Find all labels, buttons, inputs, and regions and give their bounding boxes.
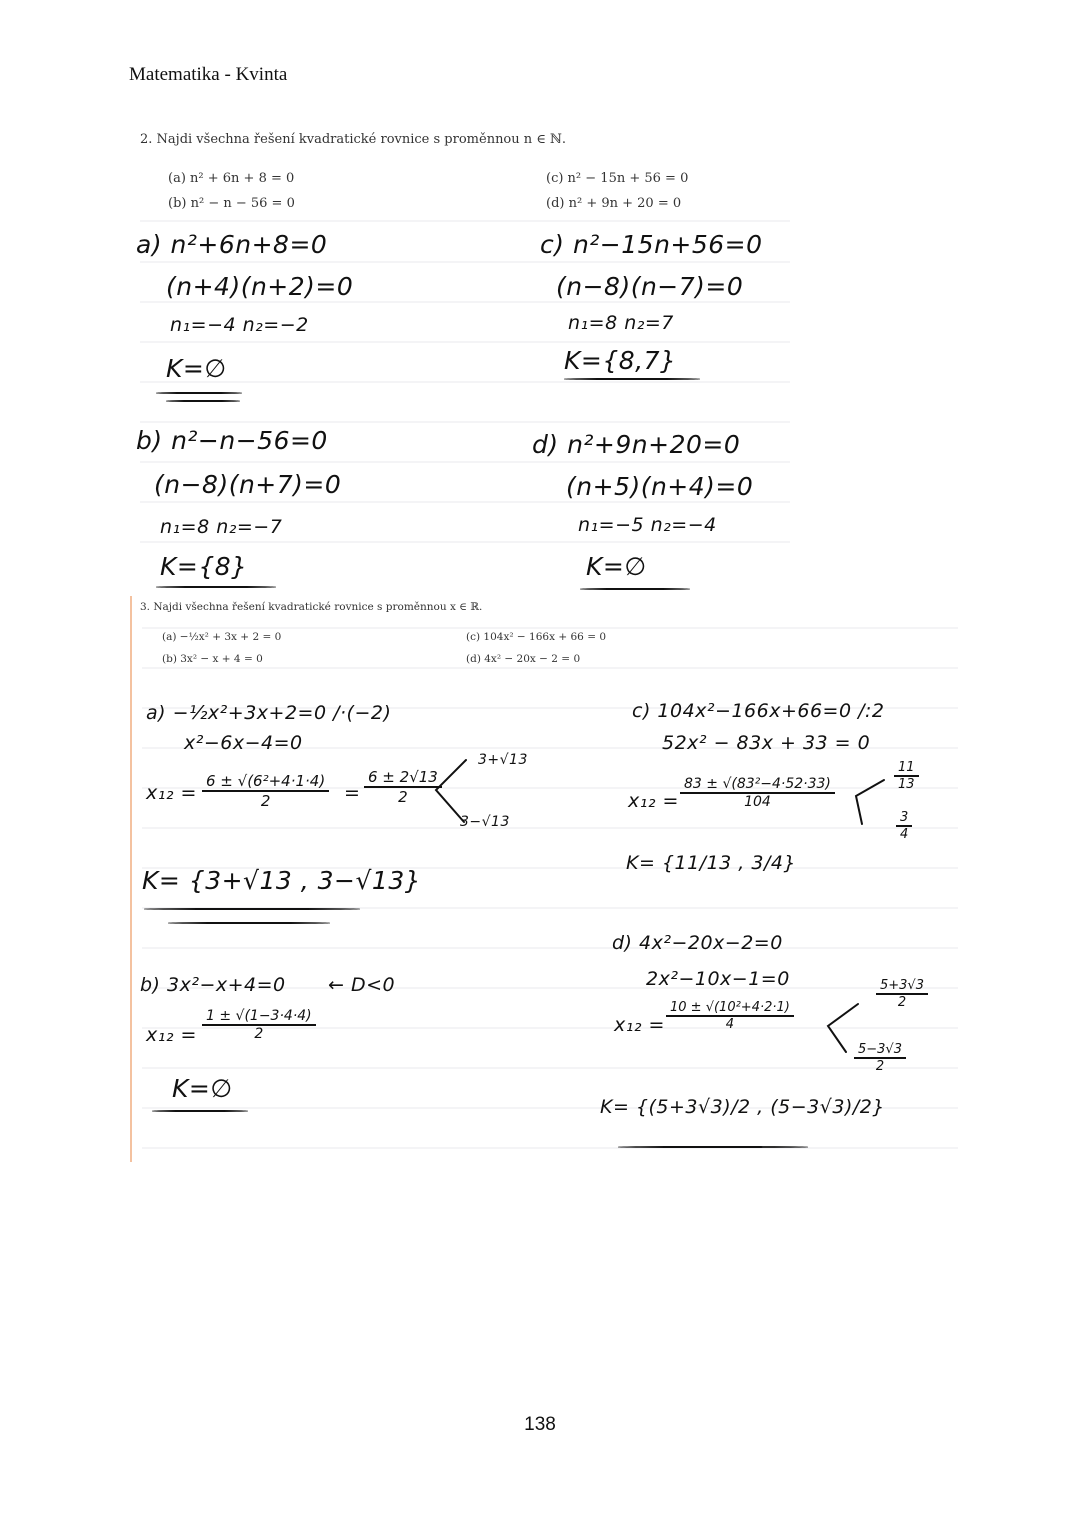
hw-2c-line2: (n−8)(n−7)=0: [556, 272, 744, 301]
hw-3a-equals: =: [344, 782, 361, 804]
hw-2c-line1: c) n²−15n+56=0: [540, 230, 763, 259]
hw-3a-simplified-denominator: 2: [398, 788, 408, 806]
hw-3c-solution-set: K= {11/13 , 3/4}: [626, 852, 797, 874]
hw-3a-formula-denominator: 2: [260, 792, 271, 810]
hw-3a-formula-numerator: 6 ± √(6²+4·1·4): [202, 772, 329, 792]
hw-3d-line2: 2x²−10x−1=0: [646, 968, 790, 990]
hw-3d-solution-set: K= {(5+3√3)/2 , (5−3√3)/2}: [600, 1096, 885, 1118]
task-3d-equation: (d) 4x² − 20x − 2 = 0: [466, 653, 581, 665]
hw-2d-underline: [580, 588, 690, 590]
hw-2c-solution-set: K={8,7}: [564, 346, 677, 375]
hw-3c-root2: [896, 810, 912, 842]
hw-3d-root1-denominator: 2: [897, 995, 907, 1010]
task-3b-equation: (b) 3x² − x + 4 = 0: [162, 653, 263, 665]
hw-3b-formula-denominator: 2: [254, 1026, 264, 1042]
hw-2c-roots: n₁=8 n₂=7: [568, 312, 674, 334]
hw-2a-solution-set: K=∅: [166, 354, 227, 383]
hw-2a-underline-2: [166, 400, 240, 402]
hw-3b-quadratic-formula: [202, 1008, 316, 1042]
hw-2d-line2: (n+5)(n+4)=0: [566, 472, 754, 501]
hw-3c-root1-denominator: 13: [898, 777, 915, 792]
hw-3d-line1: d) 4x²−20x−2=0: [612, 932, 783, 954]
hw-3b-formula-numerator: 1 ± √(1−3·4·4): [202, 1008, 316, 1026]
task-2a-equation: (a) n² + 6n + 8 = 0: [168, 171, 295, 186]
hw-3d-quadratic-formula: [666, 1000, 794, 1032]
task-3-title: 3. Najdi všechna řešení kvadratické rovnice s proměnnou x ∈ ℝ.: [140, 601, 483, 613]
task-2b-equation: (b) n² − n − 56 = 0: [168, 196, 295, 211]
hw-3c-formula-numerator: 83 ± √(83²−4·52·33): [680, 776, 835, 794]
document-header: Matematika - Kvinta: [129, 64, 288, 85]
hw-3c-formula-denominator: 104: [744, 794, 771, 810]
task-3a-equation: (a) −½x² + 3x + 2 = 0: [162, 631, 282, 643]
hw-3d-x12: x₁₂ =: [614, 1014, 665, 1036]
hw-3b-underline: [152, 1110, 248, 1112]
hw-2b-solution-set: K={8}: [160, 552, 248, 581]
hw-3b-line1: b) 3x²−x+4=0: [140, 974, 286, 996]
hw-2d-solution-set: K=∅: [586, 552, 647, 581]
hw-2b-line2: (n−8)(n+7)=0: [154, 470, 342, 499]
hw-3b-solution-set: K=∅: [172, 1074, 233, 1103]
hw-3d-root2: [854, 1042, 906, 1074]
hw-3d-root2-denominator: 2: [875, 1059, 885, 1074]
hw-3a-underline-1: [144, 908, 360, 910]
hw-3a-underline-2: [168, 922, 330, 924]
hw-3c-root1-numerator: 11: [894, 760, 919, 777]
hw-2b-roots: n₁=8 n₂=−7: [160, 516, 283, 538]
hw-3c-line1: c) 104x²−166x+66=0 /:2: [632, 700, 885, 722]
hw-2a-line1: a) n²+6n+8=0: [136, 230, 328, 259]
hw-3a-x12: x₁₂ =: [146, 782, 197, 804]
hw-2a-underline-1: [156, 392, 242, 394]
hw-3b-discriminant-note: ← D<0: [328, 974, 396, 996]
hw-3d-formula-numerator: 10 ± √(10²+4·2·1): [666, 1000, 794, 1017]
hw-2d-line1: d) n²+9n+20=0: [532, 430, 741, 459]
hw-3a-root2: 3−√13: [460, 814, 510, 830]
task-2c-equation: (c) n² − 15n + 56 = 0: [546, 171, 689, 186]
hw-2a-line2: (n+4)(n+2)=0: [166, 272, 354, 301]
hw-3d-formula-denominator: 4: [725, 1017, 735, 1032]
hw-3a-simplified-numerator: 6 ± 2√13: [364, 768, 442, 788]
hw-3d-root1-numerator: 5+3√3: [876, 978, 928, 995]
hw-3c-line2: 52x² − 83x + 33 = 0: [662, 732, 871, 754]
hw-3a-quadratic-formula: [202, 772, 329, 810]
task-2-title: 2. Najdi všechna řešení kvadratické rovnice s proměnnou n ∈ ℕ.: [140, 132, 567, 147]
hw-3b-x12: x₁₂ =: [146, 1024, 197, 1046]
task-2-scan: [130, 124, 795, 596]
hw-3c-root2-numerator: 3: [896, 810, 912, 827]
hw-3a-line2: x²−6x−4=0: [184, 732, 303, 754]
hw-3c-branch-bracket: [850, 774, 890, 834]
hw-2d-roots: n₁=−5 n₂=−4: [578, 514, 717, 536]
page-number: 138: [524, 1414, 556, 1435]
hw-2c-underline: [564, 378, 700, 380]
hw-2a-roots: n₁=−4 n₂=−2: [170, 314, 309, 336]
hw-3c-root2-denominator: 4: [900, 827, 909, 842]
hw-3c-quadratic-formula: [680, 776, 835, 810]
hw-3a-root1: 3+√13: [478, 752, 528, 768]
task-3c-equation: (c) 104x² − 166x + 66 = 0: [466, 631, 607, 643]
hw-2b-line1: b) n²−n−56=0: [136, 426, 328, 455]
task-3-scan: [130, 596, 960, 1162]
task-2d-equation: (d) n² + 9n + 20 = 0: [546, 196, 682, 211]
hw-3d-root2-numerator: 5−3√3: [854, 1042, 906, 1059]
hw-2b-underline: [156, 586, 276, 588]
hw-3a-line1: a) −½x²+3x+2=0 /·(−2): [146, 702, 392, 724]
hw-3d-root1: [876, 978, 928, 1010]
hw-3c-x12: x₁₂ =: [628, 790, 679, 812]
hw-3a-solution-set: K= {3+√13 , 3−√13}: [142, 866, 422, 895]
hw-3d-underline: [618, 1146, 808, 1148]
hw-3c-root1: [894, 760, 919, 792]
